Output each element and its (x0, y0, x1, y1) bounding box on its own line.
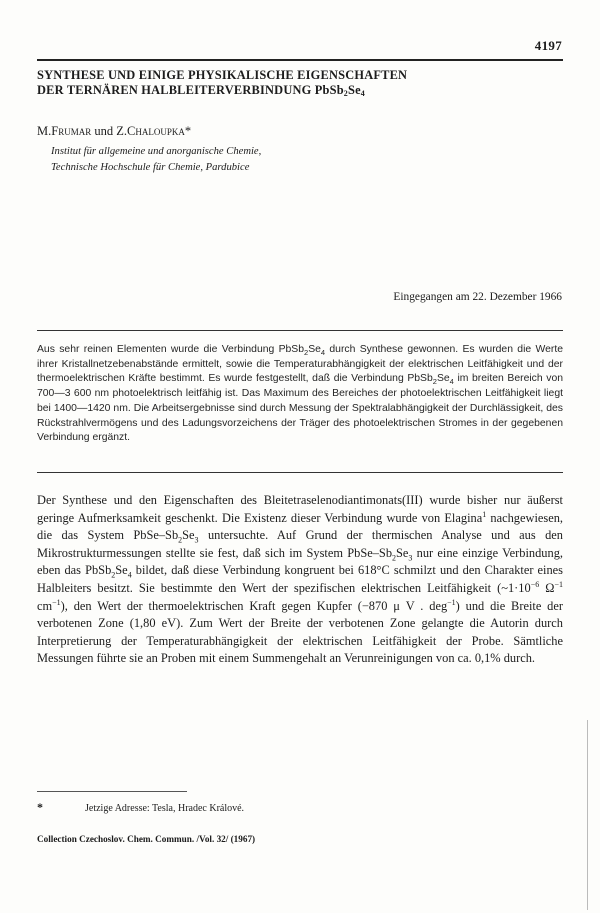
title-line-2: DER TERNÄREN HALBLEITERVERBINDUNG $PbSb_2Se_4$ (37, 83, 365, 98)
author-frumar: Frumar (51, 124, 92, 138)
received-date: Eingegangen am 22. Dezember 1966 (393, 291, 562, 303)
author-chaloupka: Chaloupka (126, 124, 185, 138)
scan-edge-line (587, 720, 588, 910)
authors: M.Frumar und Z.Chaloupka* (37, 124, 192, 138)
footnote-asterisk: * (37, 800, 43, 814)
body-paragraph: Der Synthese und den Eigenschaften des Bleitetraselenodiantimonats(III) wurde bisher nur äußerst geringe Aufmerksamkeit geschenkt. Die Existenz dieser Verbindung wurde von Elagina$^1$ nachgewiesen, die das System PbSe–$Sb_2Se_3$ untersuchte. Auf Grund der thermischen Analyse und aus den Mikrostrukturmessungen stellte sie fest, daß sich im System PbSe–$Sb_2Se_3$ nur eine einzige Verbindung, eben das $PbSb_2Se_4$ bildet, daß diese Verbindung kongruent bei 618°C schmilzt und den Charakter eines Halbleiters besitzt. Sie bestimmte den Wert der spezifischen elektrischen Leitfähigkeit ($\sim 1\cdot 10^{-6}$ $\Omega^{-1}$ $cm^{-1}$), den Wert der thermoelektrischen Kraft gegen Kupfer (−870 μ V . deg$^{-1}$) und die Breite der verbotenen Zone (1,80 eV). Zum Wert der Breite der verbotenen Zone gelangte die Autorin durch Interpretierung der Temperaturabhängigkeit der elektrischen Leitfähigkeit der Probe. Sämtliche Messungen führte sie an Proben mit einem Summengehalt an Verunreinigungen von ca. 0,1% durch. (37, 493, 564, 666)
title-line-1: SYNTHESE UND EINIGE PHYSIKALISCHE EIGENSCHAFTEN (37, 68, 408, 82)
footnote-text: Jetzige Adresse: Tesla, Hradec Králové. (85, 803, 245, 814)
page-number: 4197 (534, 38, 562, 53)
footnote-marker: * (184, 124, 192, 138)
abstract-bottom-rule (37, 472, 563, 473)
paper-title (37, 68, 557, 98)
abstract-top-rule (37, 330, 563, 331)
journal-citation: Collection Czechoslov. Chem. Commun. /Vol. 32/ (1967) (37, 834, 256, 844)
header-rule (37, 59, 563, 61)
footnote-rule (37, 791, 187, 792)
affiliation: Institut für allgemeine und anorganische Chemie, Technische Hochschule für Chemie, Pardubice (51, 146, 262, 173)
reference-marker: 1 (482, 509, 487, 519)
footnote (37, 800, 244, 815)
abstract: Aus sehr reinen Elementen wurde die Verbindung $PbSb_2Se_4$ durch Synthese gewonnen. Es wurden die Werte ihrer Kristallnetzebenabstände ermittelt, sowie die Temperaturabhängigkeit der elektrischen Leitfähigkeit und der thermoelektrischen Kräfte bestimmt. Es wurde festgestellt, daß die Verbindung $PbSb_2Se_4$ im breiten Bereich von 700—3 600 nm photoelektrisch leitfähig ist. Das Maximum des Bereiches der photoelektrischen Leitfähigkeit liegt bei 1400—1420 nm. Die Arbeitsergebnisse sind durch Messung der Spektralabhängigkeit der Durchlässigkeit, des Rückstrahlvermögens und des Ladungsvorzeichens der Träger des photoelektrischen Stromes in der gegebenen Verbindung ergänzt. (37, 344, 563, 444)
